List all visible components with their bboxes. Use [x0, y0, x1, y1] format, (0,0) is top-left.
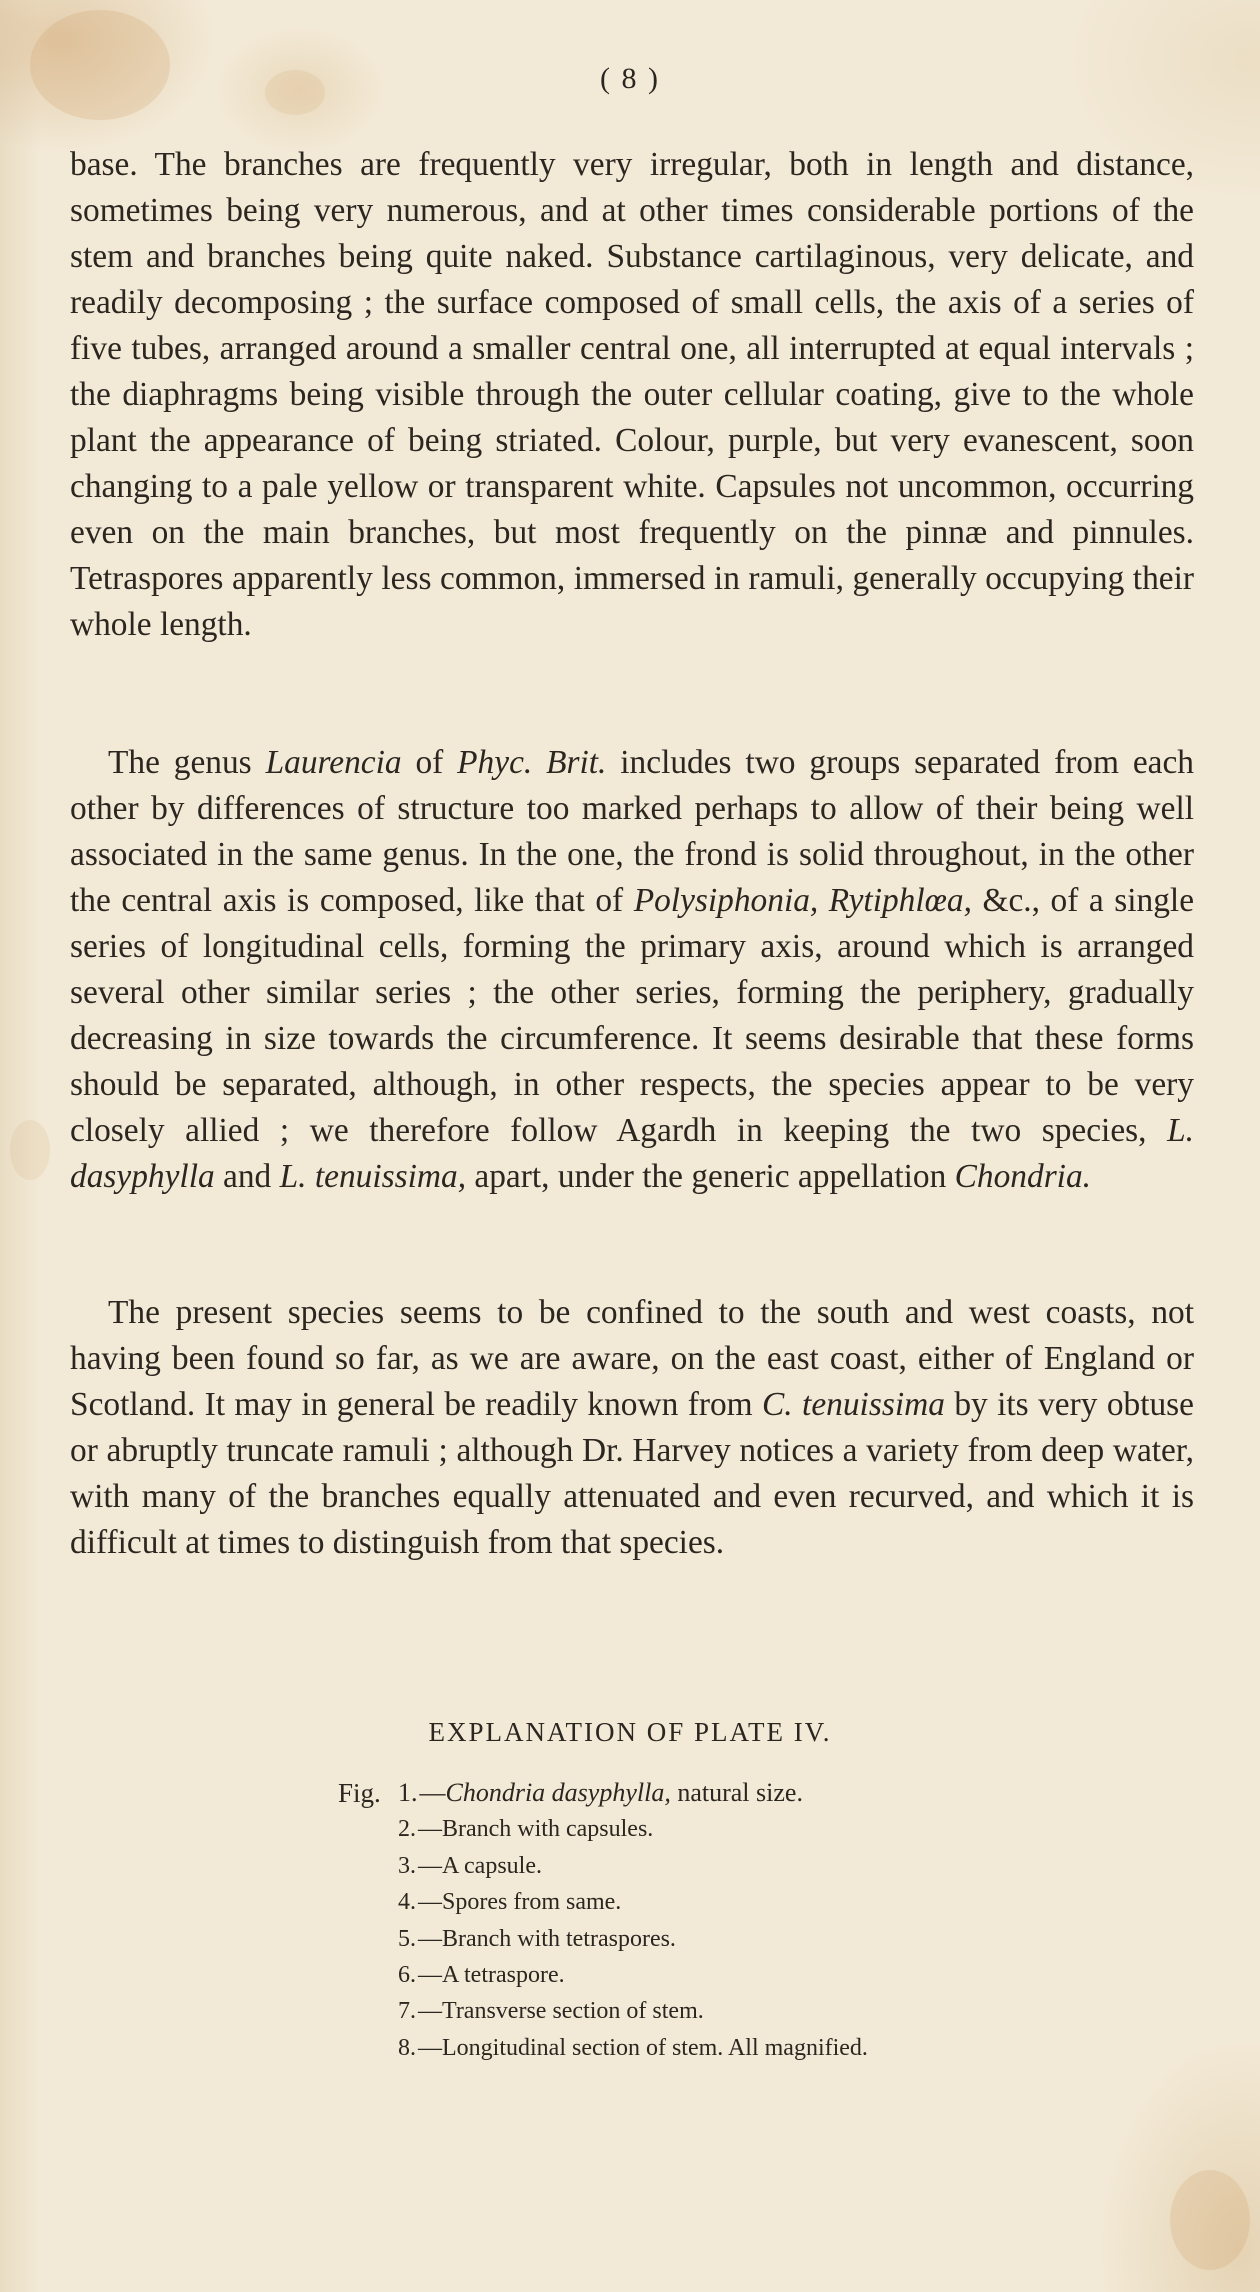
- text-segment: —A tetraspore.: [418, 1961, 565, 1988]
- figure-caption: [398, 1884, 621, 1920]
- paragraph-text: [70, 740, 1194, 1200]
- plate-explanation-heading: EXPLANATION OF PLATE IV.: [428, 1717, 832, 1747]
- foxing-stain: [10, 1120, 50, 1180]
- paragraph-text: [70, 1290, 1194, 1566]
- italic-text-segment: Phyc. Brit.: [457, 744, 607, 781]
- paragraph-text: [70, 142, 1194, 648]
- text-segment: base. The branches are frequently very irregular, both in length and distance, sometimes being very numerous, and at other times considerable portions of the stem and branches being quite naked. Substance cartilaginous, very delicate, and readily decomposing ; the surface composed of small cells, the axis of a series of five tubes, arranged around a smaller central one, all interrupted at equal intervals ; the diaphragms being visible through the outer cellular coating, give to the whole plant the appearance of being striated. Colour, purple, but very evanescent, soon changing to a pale yellow or transparent white. Capsules not uncommon, occurring even on the main branches, but most frequently on the pinnæ and pinnules. Tetraspores apparently less common, immersed in ramuli, generally occupying their whole length.: [70, 146, 1194, 643]
- text-segment: —Branch with tetraspores.: [418, 1925, 676, 1952]
- figure-list-item: [338, 1884, 1138, 1920]
- figure-caption: [398, 1957, 565, 1993]
- figure-caption: [398, 2030, 868, 2066]
- italic-text-segment: C. tenuissima: [762, 1386, 945, 1423]
- text-segment: —A capsule.: [418, 1852, 542, 1879]
- italic-text-segment: Laurencia: [265, 744, 402, 781]
- figure-list-item: [338, 1993, 1138, 2029]
- text-segment: —Spores from same.: [418, 1889, 622, 1916]
- figure-number: 3.: [398, 1852, 416, 1879]
- figure-number: 2.: [398, 1816, 416, 1843]
- text-segment: The genus: [108, 744, 266, 781]
- figure-number: 1.: [398, 1778, 418, 1807]
- text-segment: apart, under the generic appellation: [466, 1158, 955, 1195]
- figure-list-item: [338, 1848, 1138, 1884]
- text-segment: &c., of a single series of longitudinal cells, forming the primary axis, around which is arranged several other similar series ; the other series, forming the periphery, gradually decreasing in size towards the circumference. It seems desirable that these forms should be separated, although, in other respects, the species appear to be very closely allied ; we therefore follow Agardh in keeping the two species,: [70, 882, 1195, 1149]
- figure-number: 8.: [398, 2034, 416, 2061]
- figure-caption: [398, 1848, 542, 1884]
- figure-caption: [398, 1811, 653, 1847]
- figure-caption: [398, 1775, 803, 1811]
- figure-list-item: [338, 1957, 1138, 1993]
- figure-number: 6.: [398, 1961, 416, 1988]
- body-paragraph-1: [70, 142, 1194, 648]
- figure-number: 5.: [398, 1925, 416, 1952]
- text-segment: includes two groups separated from each other by differences of structure too marked perhaps to allow of their being well associated in the same genus. In the one, the frond is solid throughout, in the other the central axis is composed, like that of: [70, 744, 1195, 919]
- figure-list-item: [338, 1811, 1138, 1847]
- figure-number: 4.: [398, 1889, 416, 1916]
- figure-caption: [398, 1921, 676, 1957]
- figure-list-item: [338, 1921, 1138, 1957]
- italic-text-segment: Polysiphonia, Rytiphlœa,: [633, 882, 972, 919]
- figure-number: 7.: [398, 1998, 416, 2025]
- foxing-stain: [1170, 2170, 1250, 2270]
- body-paragraph-3: [70, 1290, 1194, 1566]
- text-segment: The present species seems to be confined to the south and west coasts, not having been found so far, as we are aware, on the east coast, either of England or Scotland. It may in general be readily known from: [70, 1294, 1194, 1423]
- italic-text-segment: L. dasyphylla: [70, 1112, 1194, 1195]
- text-segment: of: [401, 744, 458, 781]
- italic-text-segment: L. tenuissima,: [279, 1158, 467, 1195]
- figure-list-item: [338, 1775, 1138, 1811]
- text-segment: and: [214, 1158, 280, 1195]
- text-segment: —: [419, 1778, 446, 1807]
- text-segment: natural size.: [670, 1778, 803, 1807]
- page-number: ( 8 ): [600, 62, 660, 95]
- italic-text-segment: Chondria.: [954, 1158, 1092, 1195]
- text-segment: by its very obtuse or abruptly truncate ramuli ; although Dr. Harvey notices a variety from deep water, with many of the branches equally attenuated and even recurved, and which it is difficult at times to distinguish from that species.: [70, 1386, 1194, 1561]
- italic-text-segment: Chondria dasyphylla,: [445, 1778, 671, 1807]
- text-segment: —Branch with capsules.: [418, 1816, 654, 1843]
- fig-prefix: Fig.: [338, 1778, 381, 1808]
- body-paragraph-2: [70, 740, 1194, 1200]
- figure-list: [338, 1775, 1138, 2066]
- text-segment: —Transverse section of stem.: [418, 1998, 704, 2025]
- figure-list-item: [338, 2030, 1138, 2066]
- figure-caption: [398, 1993, 704, 2029]
- text-segment: —Longitudinal section of stem. All magnified.: [418, 2034, 868, 2061]
